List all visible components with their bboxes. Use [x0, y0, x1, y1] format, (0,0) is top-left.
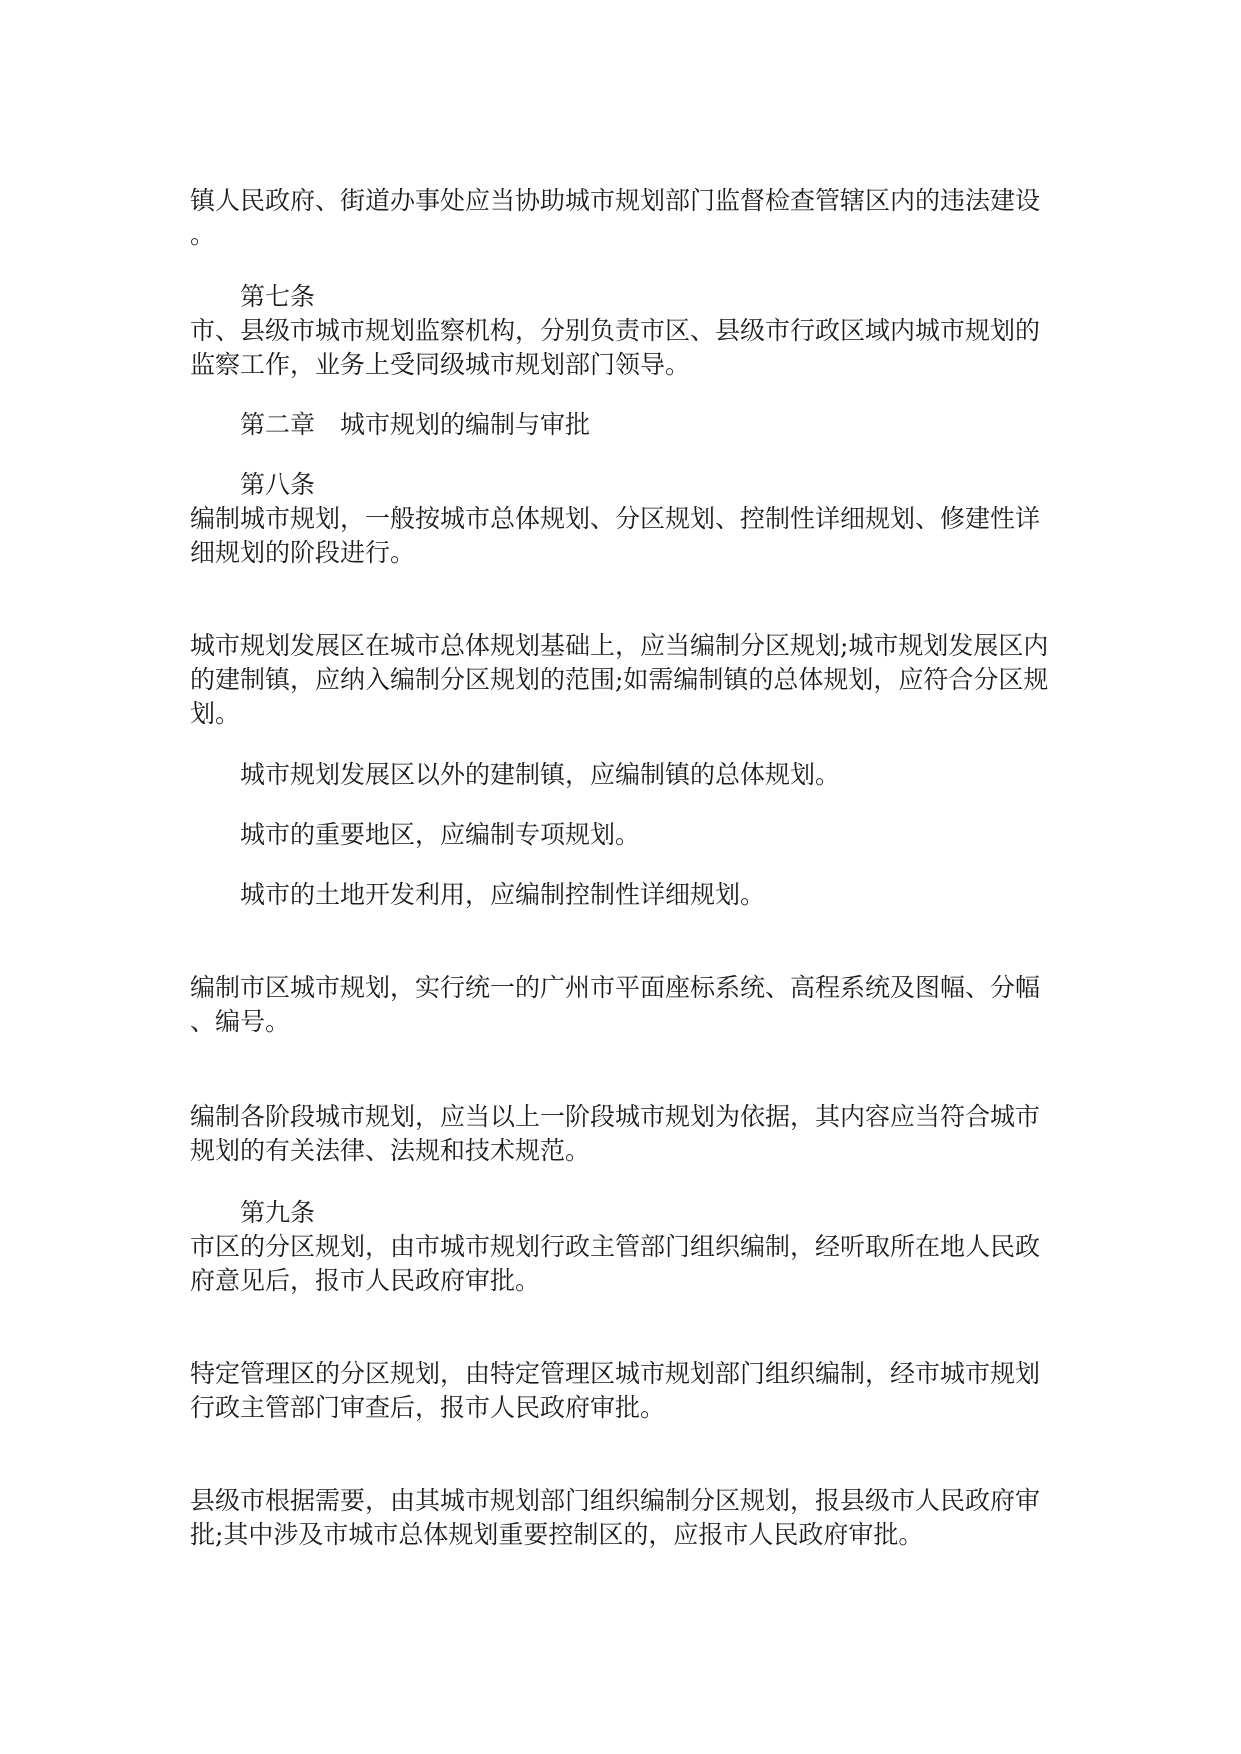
paragraph-line: 划。 [190, 699, 241, 728]
paragraph-line: 规划的有关法律、法规和技术规范。 [190, 1136, 591, 1165]
article-heading: 第七条 [240, 282, 316, 311]
paragraph-line: 城市的土地开发利用，应编制控制性详细规划。 [240, 880, 766, 909]
paragraph-line: 细规划的阶段进行。 [190, 538, 416, 567]
paragraph-line: 市区的分区规划，由市城市规划行政主管部门组织编制，经听取所在地人民政 [190, 1232, 1041, 1261]
paragraph-line: 城市的重要地区，应编制专项规划。 [240, 820, 641, 849]
paragraph-line: 监察工作，业务上受同级城市规划部门领导。 [190, 350, 691, 379]
article-heading: 第八条 [240, 470, 316, 499]
paragraph-line: 市、县级市城市规划监察机构，分别负责市区、县级市行政区域内城市规划的 [190, 316, 1041, 345]
paragraph-line: 的建制镇，应纳入编制分区规划的范围;如需编制镇的总体规划，应符合分区规 [190, 665, 1049, 694]
paragraph-line: 镇人民政府、街道办事处应当协助城市规划部门监督检查管辖区内的违法建设 [190, 186, 1041, 215]
paragraph-line: 县级市根据需要，由其城市规划部门组织编制分区规划，报县级市人民政府审 [190, 1486, 1041, 1515]
paragraph-line: 府意见后，报市人民政府审批。 [190, 1266, 541, 1295]
paragraph-line: 编制各阶段城市规划，应当以上一阶段城市规划为依据，其内容应当符合城市 [190, 1102, 1041, 1131]
paragraph-line: 城市规划发展区在城市总体规划基础上，应当编制分区规划;城市规划发展区内 [190, 631, 1049, 660]
paragraph-line: 。 [190, 220, 216, 249]
paragraph-line: 行政主管部门审查后，报市人民政府审批。 [190, 1393, 666, 1422]
paragraph-line: 编制城市规划，一般按城市总体规划、分区规划、控制性详细规划、修建性详 [190, 504, 1041, 533]
article-heading: 第九条 [240, 1198, 316, 1227]
paragraph-line: 、编号。 [190, 1007, 291, 1036]
paragraph-line: 批;其中涉及市城市总体规划重要控制区的，应报市人民政府审批。 [190, 1520, 924, 1549]
paragraph-line: 城市规划发展区以外的建制镇，应编制镇的总体规划。 [240, 760, 841, 789]
paragraph-line: 编制市区城市规划，实行统一的广州市平面座标系统、高程系统及图幅、分幅 [190, 973, 1041, 1002]
paragraph-line: 特定管理区的分区规划，由特定管理区城市规划部门组织编制，经市城市规划 [190, 1359, 1041, 1388]
chapter-heading: 第二章 城市规划的编制与审批 [240, 410, 591, 439]
